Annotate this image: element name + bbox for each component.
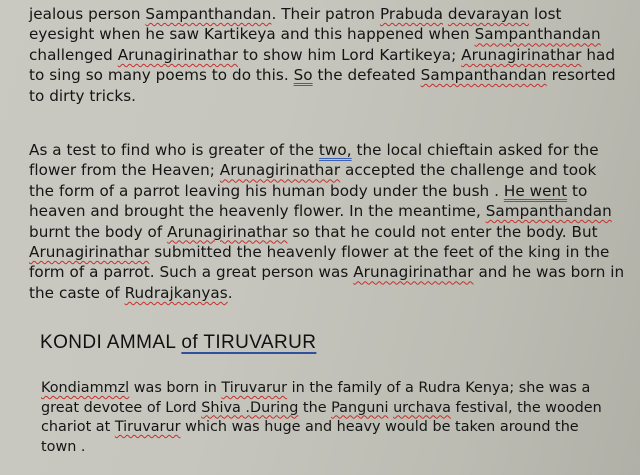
marked-word: devarayan xyxy=(447,5,530,23)
text-run: resorted xyxy=(546,66,616,85)
text-run: As a test to find who is greater of the xyxy=(29,141,319,159)
text-line xyxy=(29,201,624,221)
text-line xyxy=(29,4,616,24)
text-line xyxy=(29,242,624,262)
text-run: eyesight when he saw Kartikeya and this happened when xyxy=(29,25,475,44)
text-line xyxy=(29,86,616,106)
text-run: form of a parrot. Such a great person was xyxy=(29,263,354,282)
text-line xyxy=(41,418,602,438)
marked-word: Rudrajkanyas xyxy=(124,283,228,302)
text-run: the form of a parrot leaving his human body under the bush . xyxy=(29,181,504,200)
text-line xyxy=(29,65,616,85)
text-run: . Their patron xyxy=(271,5,380,23)
text-line xyxy=(29,140,624,160)
text-line xyxy=(29,181,624,201)
text-line xyxy=(29,24,616,44)
text-run: so that he could not enter the body. But xyxy=(287,222,598,241)
text-line xyxy=(29,160,624,180)
text-run: to show him Lord Kartikeya; xyxy=(238,45,462,64)
text-run: had xyxy=(581,45,616,64)
marked-word: Kondiammzl xyxy=(41,380,130,396)
text-line xyxy=(29,45,616,65)
section-heading xyxy=(40,332,316,354)
text-run: the local chieftain asked for the xyxy=(351,141,599,159)
marked-word: two, xyxy=(318,141,352,159)
marked-word: Arunagirinathar xyxy=(461,45,582,64)
marked-word: Tiruvarur xyxy=(221,380,288,396)
text-run: . xyxy=(227,283,233,302)
text-run: KONDI AMMAL xyxy=(40,332,182,353)
text-run: the xyxy=(298,399,332,416)
text-run: accepted the challenge and took xyxy=(340,161,597,180)
text-run: and he was born in xyxy=(473,263,625,282)
text-run: was born in xyxy=(129,380,222,396)
text-run: submitted the heavenly flower at the feet of the king in the xyxy=(149,243,610,262)
text-line xyxy=(41,438,602,458)
text-run: festival, the wooden xyxy=(450,399,602,416)
marked-word: Sampanthandan xyxy=(420,66,547,85)
marked-word: Arunagirinathar xyxy=(353,263,474,282)
marked-word: So xyxy=(293,66,313,85)
text-run: burnt the body of xyxy=(29,222,168,241)
text-run: flower from the Heaven; xyxy=(29,161,220,180)
marked-word: Tiruvarur xyxy=(114,419,181,435)
text-line xyxy=(41,399,602,419)
marked-word: of TIRUVARUR xyxy=(181,332,317,353)
marked-word: Arunagirinathar xyxy=(117,45,239,64)
text-run: to xyxy=(567,181,588,200)
text-run: the caste of xyxy=(29,283,125,302)
text-run: to dirty tricks. xyxy=(29,86,137,105)
text-line xyxy=(41,379,602,399)
text-run: in the family of a Rudra Kenya; she was a xyxy=(287,380,591,396)
text-line xyxy=(29,262,624,282)
marked-word: Arunagirinathar xyxy=(219,161,341,180)
marked-word: Arunagirinathar xyxy=(167,222,288,241)
text-run: jealous person xyxy=(29,5,146,23)
text-run: challenged xyxy=(29,45,118,64)
text-run: which was huge and heavy would be taken around the xyxy=(180,419,579,435)
text-run: the defeated xyxy=(312,66,421,85)
text-line xyxy=(29,283,624,303)
paragraph-1 xyxy=(29,4,616,106)
text-run: town . xyxy=(41,438,86,455)
text-line xyxy=(29,222,624,242)
marked-word: Arunagirinathar xyxy=(29,243,150,262)
paragraph-2 xyxy=(29,140,624,303)
marked-word: He went xyxy=(503,181,568,200)
text-run: chariot at xyxy=(41,419,115,435)
marked-word: Panguni xyxy=(331,399,389,416)
text-run: heaven and brought the heavenly flower. In the meantime, xyxy=(29,202,486,221)
marked-word: Prabuda xyxy=(379,5,443,23)
marked-word: Sampanthandan xyxy=(474,25,601,44)
marked-word: Shiva .During xyxy=(201,399,299,416)
marked-word: urchava xyxy=(393,399,451,416)
text-run: great devotee of Lord xyxy=(41,399,202,416)
text-run: to sing so many poems to do this. xyxy=(29,66,294,85)
marked-word: Sampanthandan xyxy=(145,5,272,23)
text-run: lost xyxy=(529,5,562,23)
marked-word: Sampanthandan xyxy=(485,202,612,221)
paragraph-3 xyxy=(41,379,602,457)
